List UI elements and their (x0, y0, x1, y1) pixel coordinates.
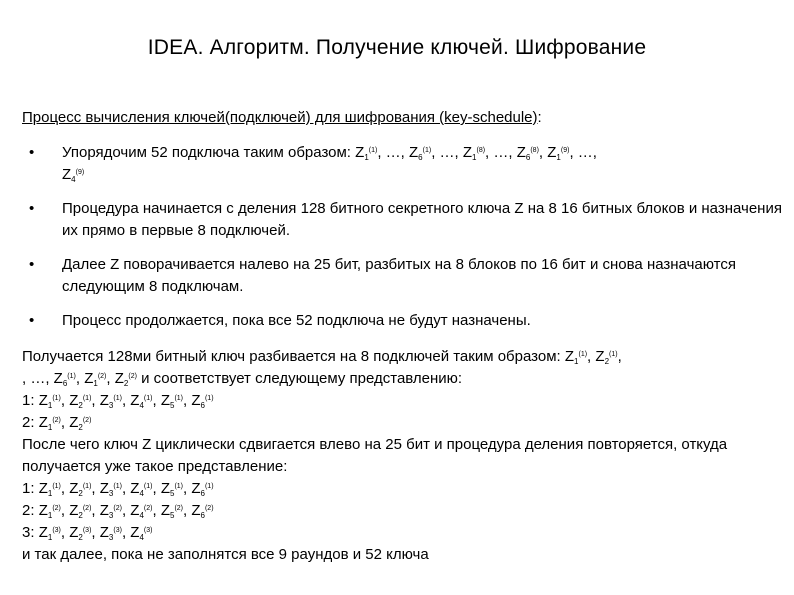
subkey (69, 502, 91, 519)
subkey-index: 1 (47, 511, 53, 520)
subkey-index: 5 (169, 489, 175, 498)
subkey-letter: Z (69, 524, 79, 541)
subkey-index: 1 (93, 379, 98, 388)
subkey-index: 4 (139, 511, 144, 520)
subkey-letter: Z (160, 392, 170, 409)
subkey-round: (1) (52, 395, 61, 402)
subkey-letter: Z (516, 144, 526, 161)
subkey-round: (1) (174, 395, 183, 402)
subkey-index: 1 (47, 533, 53, 542)
bullet-item-order (22, 142, 782, 186)
representation-row (22, 412, 782, 434)
subkey (39, 392, 61, 409)
representation-row (22, 500, 782, 522)
subkey-round: (1) (82, 483, 92, 490)
subkey-index: 1 (556, 153, 561, 162)
subkey-round: (3) (143, 527, 153, 534)
subkey-round: (2) (52, 417, 61, 424)
subkey (547, 144, 569, 161)
subkey-round: (2) (82, 417, 92, 424)
subkey-letter: Z (62, 166, 72, 183)
row-label: 1: (22, 480, 39, 497)
separator: , (538, 144, 548, 161)
subkey-round: (2) (128, 373, 137, 380)
subkey-index: 2 (604, 357, 610, 366)
subkey-index: 6 (525, 153, 531, 162)
bullet-item-continue (22, 310, 782, 332)
subkey-letter: Z (99, 502, 109, 519)
subkey-letter: Z (38, 502, 48, 519)
representation-rows-2 (22, 478, 782, 544)
bullet-item-division (22, 198, 782, 242)
subkey (595, 348, 617, 365)
subkey-round: (1) (143, 395, 153, 402)
subkey (161, 392, 183, 409)
subkey-index: 4 (139, 401, 144, 410)
subkey-letter: Z (130, 502, 140, 519)
subkey-round: (8) (476, 147, 486, 154)
separator: , …, (569, 144, 597, 161)
subkey-round: (1) (422, 147, 432, 154)
subkey-index: 4 (71, 175, 76, 184)
bullet-dot: • (29, 256, 35, 273)
subkey-index: 1 (574, 357, 579, 366)
subkey (84, 370, 106, 387)
separator: , (152, 392, 161, 409)
row-label: 2: (22, 414, 39, 431)
subkey-index: 6 (418, 153, 423, 162)
subkey-round: (2) (204, 505, 214, 512)
subkey-round: (1) (204, 395, 214, 402)
subkey-index: 1 (47, 423, 53, 432)
subkey-letter: Z (84, 370, 94, 387)
subkey-letter: Z (160, 502, 170, 519)
subkey-index: 4 (139, 489, 144, 498)
subkey-round: (2) (97, 373, 107, 380)
separator: , …, (22, 370, 54, 387)
representation-rows-1 (22, 390, 782, 434)
subkey-index: 5 (169, 401, 175, 410)
subkey-index: 6 (200, 511, 205, 520)
paragraph-text: и соответствует следующему представлению: (136, 370, 463, 387)
subkey-letter: Z (99, 480, 109, 497)
subkey-letter: Z (547, 144, 557, 161)
subkey (463, 144, 485, 161)
subkey-index: 6 (200, 401, 205, 410)
subkey-letter: Z (191, 480, 201, 497)
paragraph-shift: После чего ключ Z циклически сдвигается влево на 25 бит и процедура деления повторяется, откуда получается уже такое представление: (22, 436, 728, 475)
bullet-dot: • (29, 312, 35, 329)
subkey-letter: Z (462, 144, 473, 161)
subkey-index: 2 (78, 533, 83, 542)
slide-title: IDEA. Алгоритм. Получение ключей. Шифрование (147, 36, 647, 59)
subkey-index: 2 (78, 423, 83, 432)
subkey (100, 524, 122, 541)
subkey-letter: Z (130, 480, 140, 497)
subkey-letter: Z (38, 392, 48, 409)
separator: , (60, 414, 70, 431)
subkey-letter: Z (409, 144, 419, 161)
separator: , (152, 480, 161, 497)
final-line: и так далее, пока не заполнятся все 9 раундов и 52 ключа (22, 546, 429, 563)
subkey-letter: Z (160, 480, 170, 497)
subkey-index: 1 (47, 489, 53, 498)
separator: , (183, 480, 192, 497)
subkey (161, 480, 183, 497)
subkey (69, 524, 91, 541)
subkey-index: 3 (108, 489, 114, 498)
subkey-round: (1) (143, 483, 153, 490)
subkey-letter: Z (99, 392, 109, 409)
separator: , (106, 370, 115, 387)
subkey-letter: Z (564, 348, 575, 365)
subkey-letter: Z (130, 392, 140, 409)
bullet-text: Далее Z поворачивается налево на 25 бит, разбитых на 8 блоков по 16 бит и снова назначаются следующим 8 подключам. (62, 256, 736, 295)
subkey-round: (1) (52, 483, 61, 490)
subkey-letter: Z (38, 524, 48, 541)
subkey-letter: Z (69, 392, 79, 409)
subkey-index: 2 (123, 379, 129, 388)
subkey-round: (1) (368, 147, 378, 154)
subkey (69, 414, 91, 431)
subkey (69, 480, 91, 497)
separator: , (152, 502, 161, 519)
separator: , …, (485, 144, 517, 161)
subkey-letter: Z (355, 144, 365, 161)
subkey (191, 480, 213, 497)
bullet-item-rotation (22, 254, 782, 298)
separator: , (587, 348, 596, 365)
subkey (130, 502, 152, 519)
paragraph-key-split (22, 346, 782, 390)
separator: , (60, 392, 70, 409)
subkey-round: (3) (82, 527, 92, 534)
subkey (409, 144, 431, 161)
subkey (69, 392, 91, 409)
subkey-index: 1 (47, 401, 53, 410)
subkey-index: 2 (78, 511, 83, 520)
subkey-round: (1) (609, 351, 618, 358)
row-label: 1: (22, 392, 39, 409)
subkey-round: (1) (204, 483, 214, 490)
subkey-round: (1) (113, 395, 122, 402)
subkey (355, 144, 377, 161)
subkey-round: (2) (174, 505, 183, 512)
separator: , (91, 392, 100, 409)
subkey (565, 348, 587, 365)
subkey-round: (2) (143, 505, 153, 512)
subkey (517, 144, 539, 161)
subkey-round: (9) (560, 147, 570, 154)
subkey-letter: Z (38, 480, 48, 497)
subkey (191, 502, 213, 519)
subkey-round: (1) (82, 395, 92, 402)
subkey-index: 6 (200, 489, 205, 498)
separator: , (121, 480, 131, 497)
section-heading-text: Процесс вычисления ключей(подключей) для шифрования (key-schedule) (22, 109, 538, 126)
separator: , …, (377, 144, 409, 161)
subkey (100, 502, 122, 519)
bullet-dot: • (29, 200, 35, 217)
section-heading-colon: : (537, 109, 542, 126)
separator: , (91, 502, 100, 519)
subkey-letter: Z (114, 370, 124, 387)
representation-row (22, 478, 782, 500)
subkey-letter: Z (53, 370, 63, 387)
paragraph-text: Получается 128ми битный ключ разбивается на 8 подключей таким образом: (22, 348, 565, 365)
subkey-index: 2 (78, 489, 83, 498)
subkey-round: (2) (82, 505, 92, 512)
subkey-round: (9) (75, 169, 85, 176)
subkey-index: 1 (472, 153, 477, 162)
subkey-index: 6 (62, 379, 68, 388)
separator: , (121, 392, 131, 409)
bullet-text: Процесс продолжается, пока все 52 подключа не будут назначены. (62, 312, 531, 329)
separator: , (183, 502, 192, 519)
subkey (191, 392, 213, 409)
subkey-letter: Z (191, 392, 201, 409)
subkey (62, 166, 84, 183)
subkey (130, 392, 152, 409)
subkey-index: 3 (108, 511, 114, 520)
subkey-round: (3) (52, 527, 61, 534)
bullet-text: Упорядочим 52 подключа таким образом: (62, 144, 356, 161)
subkey-letter: Z (69, 480, 79, 497)
subkey (161, 502, 183, 519)
subkey (115, 370, 137, 387)
subkey (100, 392, 122, 409)
separator: , (617, 348, 622, 365)
row-label: 3: (22, 524, 39, 541)
bullet-list (22, 142, 782, 344)
subkey-round: (2) (52, 505, 61, 512)
subkey (130, 524, 152, 541)
subkey-round: (1) (174, 483, 183, 490)
representation-row (22, 390, 782, 412)
section-heading (22, 108, 542, 128)
subkey-index: 2 (78, 401, 83, 410)
subkey-round: (1) (578, 351, 588, 358)
subkey (100, 480, 122, 497)
subkey-letter: Z (191, 502, 201, 519)
subkey-index: 5 (169, 511, 175, 520)
subkey (39, 502, 61, 519)
subkey-letter: Z (38, 414, 48, 431)
subkey (39, 414, 61, 431)
separator: , (183, 392, 192, 409)
separator: , (121, 524, 131, 541)
subkey-index: 1 (364, 153, 369, 162)
bullet-text: Процедура начинается с деления 128 битного секретного ключа Z на 8 16 битных блоков и назначения их прямо в первые 8 подключей. (62, 200, 782, 239)
subkey-round: (2) (113, 505, 122, 512)
subkey-round: (1) (113, 483, 122, 490)
separator: , (60, 524, 70, 541)
separator: , (121, 502, 131, 519)
subkey (39, 524, 61, 541)
separator: , (75, 370, 85, 387)
representation-row (22, 522, 782, 544)
separator: , (60, 480, 70, 497)
separator: , (60, 502, 70, 519)
separator: , (91, 524, 100, 541)
subkey-index: 4 (139, 533, 144, 542)
subkey-round: (1) (67, 373, 76, 380)
subkey-index: 3 (108, 401, 114, 410)
separator: , …, (431, 144, 463, 161)
subkey-round: (3) (113, 527, 122, 534)
subkey (39, 480, 61, 497)
separator: , (91, 480, 100, 497)
row-label: 2: (22, 502, 39, 519)
subkey-letter: Z (99, 524, 109, 541)
subkey-letter: Z (595, 348, 605, 365)
subkey (130, 480, 152, 497)
bullet-dot: • (29, 144, 35, 161)
subkey-letter: Z (69, 414, 79, 431)
subkey-round: (8) (530, 147, 539, 154)
subkey-index: 3 (108, 533, 114, 542)
subkey-letter: Z (69, 502, 79, 519)
subkey-letter: Z (130, 524, 140, 541)
subkey (54, 370, 76, 387)
body-text (22, 346, 782, 566)
